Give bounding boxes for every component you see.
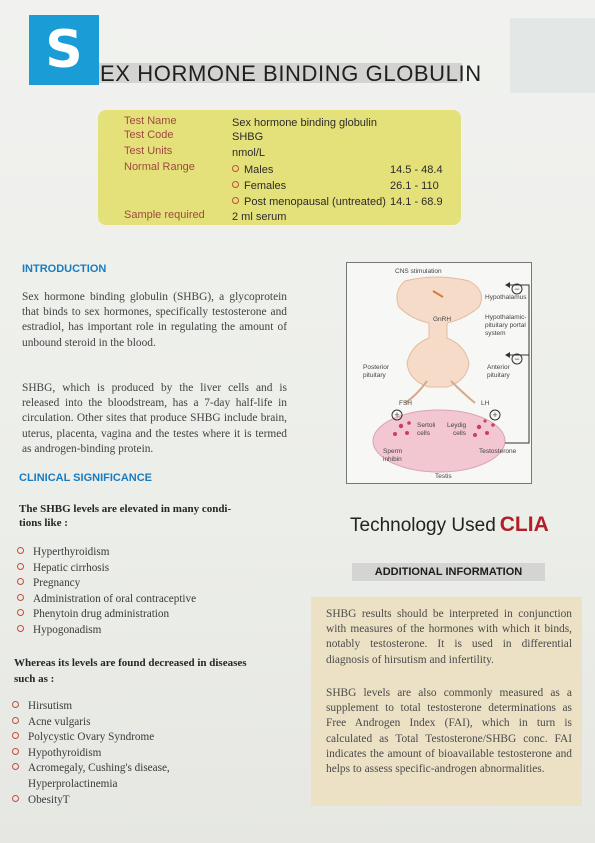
label-posterior-1: Posterior xyxy=(363,364,390,371)
list-item: Acne vulgaris xyxy=(12,715,170,731)
decreased-intro-line-2: such as : xyxy=(14,673,55,685)
arrow-head-hypothalamus xyxy=(505,282,510,288)
label-sertoli-1: Sertoli xyxy=(417,422,436,429)
range-group-females: Females xyxy=(232,180,286,192)
label-leydig-2: cells xyxy=(453,430,467,437)
corner-decoration xyxy=(510,18,595,93)
decreased-intro-line-1: Whereas its levels are found decreased in diseases xyxy=(14,657,247,669)
arrow-head-pituitary xyxy=(505,352,510,358)
bullet-icon xyxy=(12,795,19,802)
list-item: Hirsutism xyxy=(12,699,170,715)
bullet-icon xyxy=(12,763,19,770)
hormone-axis-diagram xyxy=(346,262,532,484)
label-portal-1: Hypothalamic- xyxy=(485,314,527,321)
bullet-icon xyxy=(232,181,239,188)
sample-value: 2 ml serum xyxy=(232,211,287,223)
label-anterior-1: Anterior xyxy=(487,364,510,371)
plus-text: + xyxy=(394,410,400,420)
additional-information-heading: ADDITIONAL INFORMATION xyxy=(374,566,523,578)
bullet-icon xyxy=(232,165,239,172)
range-value-females: 26.1 - 110 xyxy=(390,180,439,192)
test-code-value: SHBG xyxy=(232,131,264,143)
technology-used xyxy=(350,513,549,537)
label-leydig-1: Leydig xyxy=(447,422,467,429)
list-item: Phenytoin drug administration xyxy=(17,607,196,623)
technology-method: CLIA xyxy=(499,513,549,536)
label-lh: LH xyxy=(481,400,490,407)
decreased-conditions-list xyxy=(12,699,170,808)
technology-prefix: Technology Used xyxy=(350,515,496,536)
normal-range-label: Normal Range xyxy=(124,161,195,173)
bullet-icon xyxy=(17,609,24,616)
label-testis: Testis xyxy=(435,473,452,480)
elevated-intro-line-1: The SHBG levels are elevated in many condi- xyxy=(19,503,232,515)
bullet-icon xyxy=(17,625,24,632)
pituitary-body-shape xyxy=(397,277,481,387)
introduction-paragraph-1: Sex hormone binding globulin (SHBG), a glycoprotein that binds to sex hormones, specifically testosterone and estradiol, has important role in regulating the amount of unbound steroid in the blood. xyxy=(22,291,287,349)
clinical-significance-heading: CLINICAL SIGNIFICANCE xyxy=(19,472,153,484)
label-fsh: FSH xyxy=(399,400,412,407)
bullet-icon xyxy=(17,547,24,554)
page-title: EX HORMONE BINDING GLOBULIN xyxy=(100,61,482,86)
bullet-icon xyxy=(17,578,24,585)
label-sertoli-2: cells xyxy=(417,430,431,437)
bullet-icon xyxy=(12,717,19,724)
label-posterior-2: pituitary xyxy=(363,372,386,379)
bullet-icon xyxy=(12,701,19,708)
minus-text: − xyxy=(514,354,520,364)
list-item: Hyperprolactinemia xyxy=(28,777,118,790)
label-portal-2: pituitary portal xyxy=(485,322,526,329)
test-units-value: nmol/L xyxy=(232,147,266,159)
additional-paragraph-2: SHBG levels are also commonly measured as a supplement to total testosterone determinations as Free Androgen Index (FAI), which in turn is calculated as Total Testosterone/SHBG conc. FAI indicates the amount of bioavailable testosterone and helps to assess specific-androgen abnormalities. xyxy=(326,687,572,776)
list-item: Hyperthyroidism xyxy=(17,545,196,561)
list-item: Hepatic cirrhosis xyxy=(17,561,196,577)
plus-text: + xyxy=(492,410,498,420)
label-hypothalamus: Hypothalamus xyxy=(485,294,527,301)
label-testosterone: Testosterone xyxy=(479,448,517,455)
range-value-males: 14.5 - 48.4 xyxy=(390,164,443,176)
bullet-icon xyxy=(17,563,24,570)
test-name-value: Sex hormone binding globulin xyxy=(232,117,377,129)
elevated-intro-line-2: tions like : xyxy=(19,517,68,529)
label-anterior-2: pituitary xyxy=(487,372,510,379)
introduction-paragraph-2: SHBG, which is produced by the liver cells and is released into the bloodstream, has a 7-day half-life in circulation. Other sites that produce SHBG include brain, uterus, placenta, vagina and the testes where it is termed as androgen-binding protein. xyxy=(22,382,287,455)
bullet-icon xyxy=(17,594,24,601)
label-cns: CNS stimulation xyxy=(395,268,442,275)
sample-label: Sample required xyxy=(124,209,205,221)
range-group-males: Males xyxy=(232,164,273,176)
bullet-icon xyxy=(12,732,19,739)
bullet-icon xyxy=(12,748,19,755)
test-code-label: Test Code xyxy=(124,129,174,141)
additional-paragraph-1: SHBG results should be interpreted in conjunction with measures of the hormones with which it binds, notably testosterone. It is used in differential diagnosis of hirsutism and infertility. xyxy=(326,608,572,666)
label-sperm-2: inhibin xyxy=(383,456,402,463)
hormone-axis-svg xyxy=(347,263,531,483)
bullet-icon xyxy=(232,197,239,204)
range-value-postmenopausal: 14.1 - 68.9 xyxy=(390,196,443,208)
list-item: Hypogonadism xyxy=(17,623,196,639)
list-item: Hypothyroidism xyxy=(12,746,170,762)
label-gnrh: GnRH xyxy=(433,316,452,323)
test-units-label: Test Units xyxy=(124,145,173,157)
list-item: Polycystic Ovary Syndrome xyxy=(12,730,170,746)
s-letter-badge: S xyxy=(29,15,99,85)
lh-stalk xyxy=(451,381,475,403)
list-item: Administration of oral contraceptive xyxy=(17,592,196,608)
test-name-label: Test Name xyxy=(124,115,177,127)
range-group-postmenopausal: Post menopausal (untreated) xyxy=(232,196,386,208)
list-item: Acromegaly, Cushing's disease, xyxy=(12,761,170,777)
label-portal-3: system xyxy=(485,330,506,337)
list-item: ObesityT xyxy=(12,793,170,809)
list-item: Pregnancy xyxy=(17,576,196,592)
introduction-heading: INTRODUCTION xyxy=(22,263,107,275)
label-sperm-1: Sperm xyxy=(383,448,403,455)
minus-text: − xyxy=(514,284,520,294)
elevated-conditions-list xyxy=(17,545,196,639)
